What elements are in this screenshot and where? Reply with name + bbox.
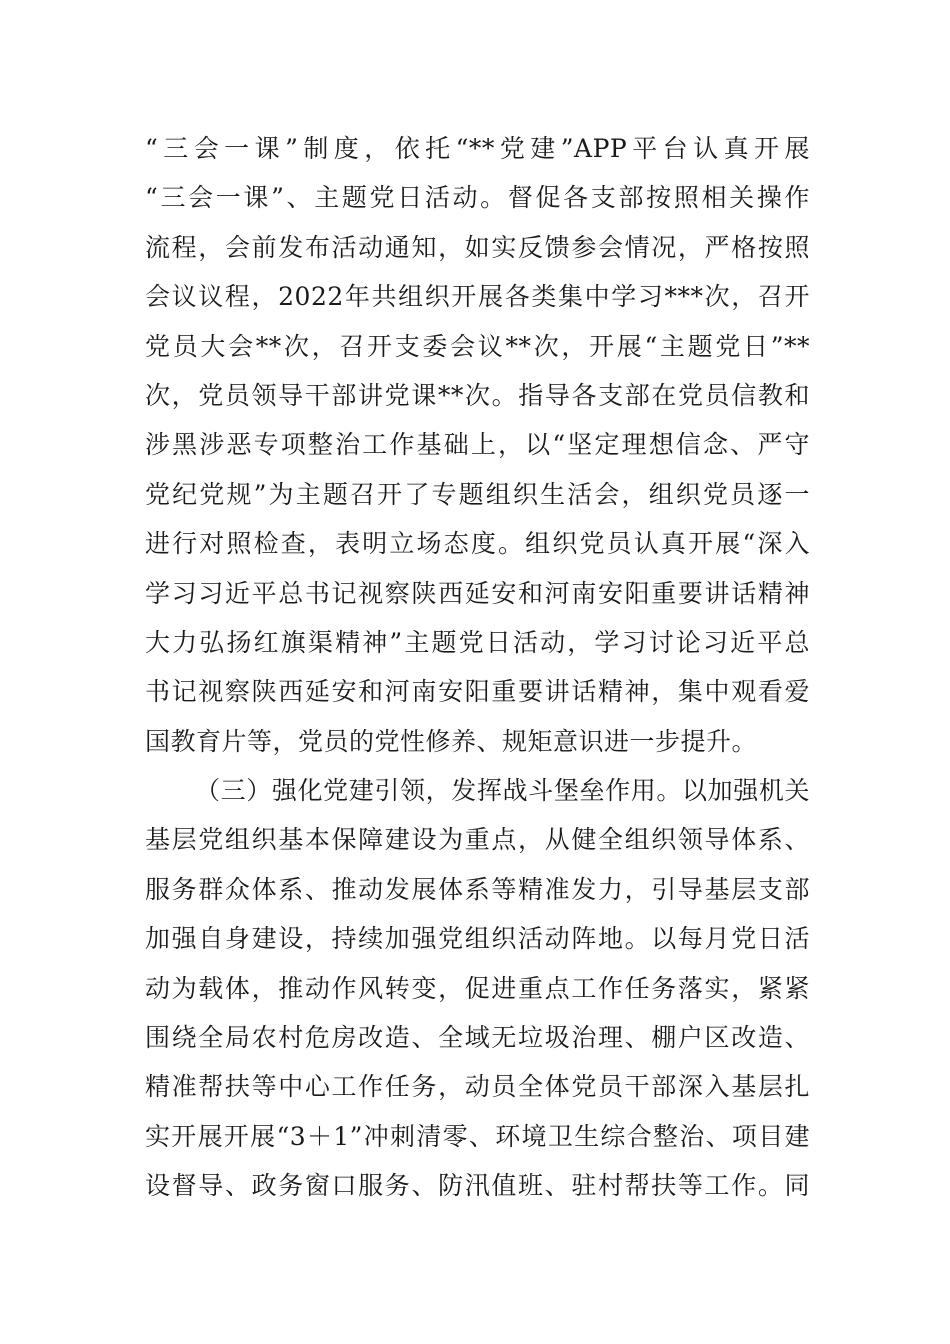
text-line: 流程，会前发布活动通知，如实反馈参会情况，严格按照 [145, 232, 810, 262]
text-line: 大力弘扬红旗渠精神”主题党日活动，学习讨论习近平总 [145, 627, 810, 657]
text-line: 动为载体，推动作风转变，促进重点工作任务落实，紧紧 [145, 973, 810, 1003]
text-line: 次，党员领导干部讲党课**次。指导各支部在党员信教和 [145, 380, 810, 410]
paragraph-1 [145, 124, 810, 766]
text-line: 学习习近平总书记视察陕西延安和河南安阳重要讲话精神 [145, 578, 810, 608]
text-line: 会议议程，2022年共组织开展各类集中学习***次，召开 [145, 282, 810, 312]
text-line: 精准帮扶等中心工作任务，动员全体党员干部深入基层扎 [145, 1072, 810, 1102]
text-line: “三会一课”、主题党日活动。督促各支部按照相关操作 [145, 183, 810, 213]
document-body [145, 124, 810, 1211]
text-line: 设督导、政务窗口服务、防汛值班、驻村帮扶等工作。同 [145, 1171, 810, 1201]
text-line: 基层党组织基本保障建设为重点，从健全组织领导体系、 [145, 825, 810, 855]
text-line: 服务群众体系、推动发展体系等精准发力，引导基层支部 [145, 874, 810, 904]
text-line: 涉黑涉恶专项整治工作基础上，以“坚定理想信念、严守 [145, 430, 810, 460]
text-line: 围绕全局农村危房改造、全域无垃圾治理、棚户区改造、 [145, 1023, 810, 1053]
text-line: 党纪党规”为主题召开了专题组织生活会，组织党员逐一 [145, 479, 810, 509]
text-line: 书记视察陕西延安和河南安阳重要讲话精神，集中观看爱 [145, 677, 810, 707]
text-line: 进行对照检查，表明立场态度。组织党员认真开展“深入 [145, 529, 810, 559]
text-line: 实开展开展“3＋1”冲刺清零、环境卫生综合整治、项目建 [145, 1121, 810, 1151]
text-line: 国教育片等，党员的党性修养、规矩意识进一步提升。 [145, 726, 758, 756]
text-line: 加强自身建设，持续加强党组织活动阵地。以每月党日活 [145, 924, 810, 954]
text-line: 党员大会**次，召开支委会议**次，开展“主题党日”** [145, 331, 810, 361]
paragraph-2 [145, 766, 810, 1211]
text-line: “三会一课”制度，依托“**党建”APP平台认真开展 [145, 134, 810, 163]
section-heading-line: （三）强化党建引领，发挥战斗堡垒作用。以加强机关 [195, 776, 810, 806]
